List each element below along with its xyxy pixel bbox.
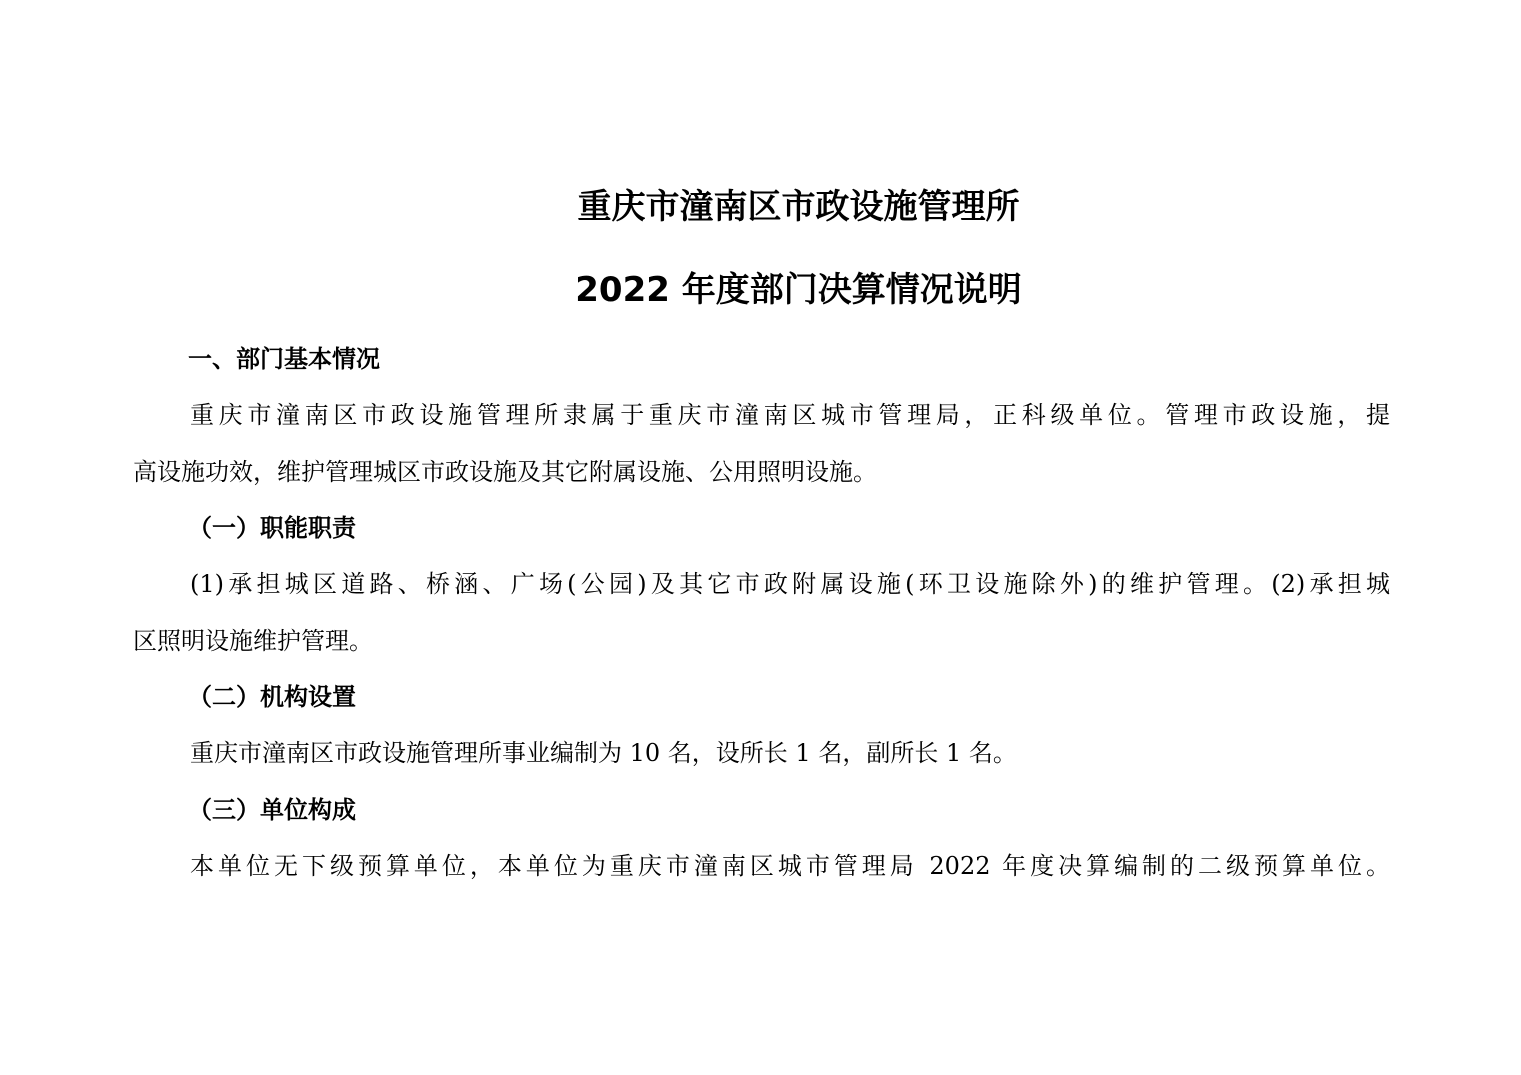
subsection-heading-unit-composition: （三）单位构成 [188,795,356,824]
document-subtitle: 2022 年度部门决算情况说明 [575,270,1022,310]
section-heading-basic-info: 一、部门基本情况 [188,345,380,373]
intro-paragraph-line-2: 高设施功效，维护管理城区市政设施及其它附属设施、公用照明设施。 [133,458,877,486]
duties-paragraph-line-1: (1)承担城区道路、桥涵、广场(公园)及其它市政附属设施(环卫设施除外)的维护管理。(2)承担城 [190,570,1390,598]
intro-paragraph-line-1: 重庆市潼南区市政设施管理所隶属于重庆市潼南区城市管理局，正科级单位。管理市政设施，提 [190,401,1390,429]
subsection-heading-duties: （一）职能职责 [188,513,356,542]
subsection-heading-organization: （二）机构设置 [188,682,356,711]
unit-composition-paragraph: 本单位无下级预算单位，本单位为重庆市潼南区城市管理局 2022 年度决算编制的二级预算单位。 [190,852,1390,880]
organization-paragraph: 重庆市潼南区市政设施管理所事业编制为 10 名，设所长 1 名，副所长 1 名。 [190,739,1017,767]
document-title: 重庆市潼南区市政设施管理所 [577,187,1020,227]
duties-paragraph-line-2: 区照明设施维护管理。 [133,627,373,655]
